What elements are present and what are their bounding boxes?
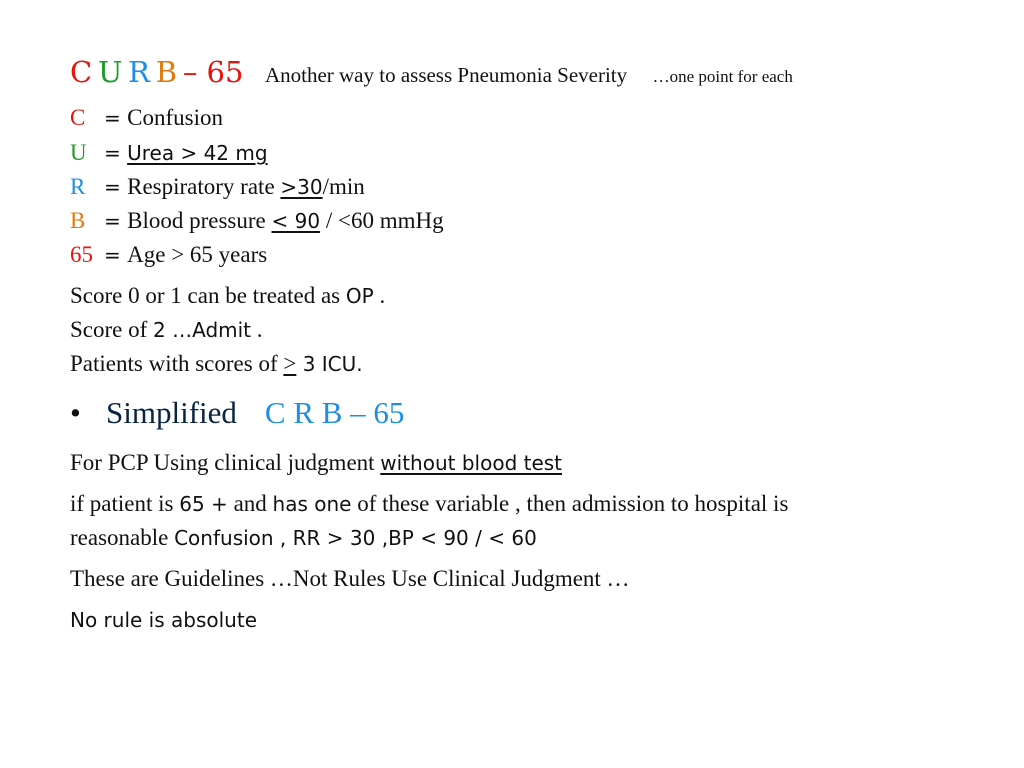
admission-text: of these variable , then admission to hospital is (351, 491, 789, 516)
admission-line-2 (70, 524, 537, 552)
score-text: Score of (70, 317, 154, 342)
score-line-op (70, 282, 385, 310)
admission-line-1 (70, 490, 788, 518)
score-text-post: . (373, 283, 386, 308)
bullet-dot-icon: • (70, 395, 81, 430)
pcp-text: For PCP Using clinical judgment (70, 450, 381, 475)
title-letter-c: C (70, 55, 93, 89)
criterion-letter: R (70, 174, 86, 199)
title-letter-u: U (97, 55, 123, 89)
criterion-eq: = (104, 243, 128, 267)
criterion-age (70, 241, 267, 269)
admission-text: and (227, 491, 273, 516)
score-line-icu (70, 350, 363, 378)
title-note: …one point for each (652, 67, 793, 86)
admission-emphasis-has-one: has one (272, 492, 352, 516)
criterion-letter: 65 (70, 242, 93, 267)
title-line (70, 55, 793, 91)
criterion-eq: = (104, 175, 128, 199)
criterion-text: Blood pressure (127, 208, 272, 233)
absolute-text: No rule is absolute (70, 608, 257, 632)
guidelines-line (70, 565, 630, 593)
admission-emphasis-age: 65 + (179, 492, 228, 516)
criterion-text: Respiratory rate (127, 174, 281, 199)
criterion-unit: /min (322, 174, 365, 199)
bullet-label: Simplified (106, 395, 237, 430)
criterion-letter: C (70, 105, 86, 130)
score-emphasis: OP (345, 284, 374, 308)
criterion-text: Confusion (127, 105, 223, 130)
admission-text: if patient is (70, 491, 180, 516)
score-line-admit (70, 316, 263, 344)
criterion-value: < 90 (271, 209, 321, 233)
guidelines-text: These are Guidelines …Not Rules Use Clinical Judgment … (70, 566, 630, 591)
criterion-respiratory-rate (70, 173, 365, 201)
pcp-line (70, 449, 562, 477)
title-subtitle: Another way to assess Pneumonia Severity (264, 63, 628, 87)
criterion-text-post: / <60 mmHg (320, 208, 444, 233)
title-letter-b: B (155, 55, 178, 89)
criterion-letter: B (70, 208, 86, 233)
criterion-text: Age > 65 years (127, 242, 268, 267)
bullet-simplified (70, 396, 404, 430)
score-emphasis: 2 …Admit (153, 318, 252, 342)
criterion-eq: = (104, 209, 128, 233)
bullet-crb: C R B – 65 (264, 395, 405, 430)
criterion-text: Urea > 42 mg (127, 141, 268, 165)
criterion-urea (70, 139, 268, 167)
admission-text: reasonable (70, 525, 175, 550)
pcp-emphasis: without blood test (380, 451, 563, 475)
criterion-blood-pressure (70, 207, 444, 235)
criterion-letter: U (70, 140, 87, 165)
title-dash-65: – 65 (182, 55, 244, 89)
score-symbol: > (283, 351, 297, 376)
criterion-value: >30 (280, 175, 323, 199)
score-text: Patients with scores of (70, 351, 284, 376)
criterion-confusion (70, 104, 223, 132)
admission-criteria: Confusion , RR > 30 ,BP < 90 / < 60 (174, 526, 537, 550)
criterion-eq: = (104, 106, 128, 130)
title-letter-r: R (128, 55, 150, 89)
score-emphasis: 3 ICU. (296, 352, 363, 376)
absolute-line (70, 606, 257, 634)
score-text-post: . (251, 317, 263, 342)
criterion-eq: = (104, 141, 128, 165)
score-text: Score 0 or 1 can be treated as (70, 283, 346, 308)
